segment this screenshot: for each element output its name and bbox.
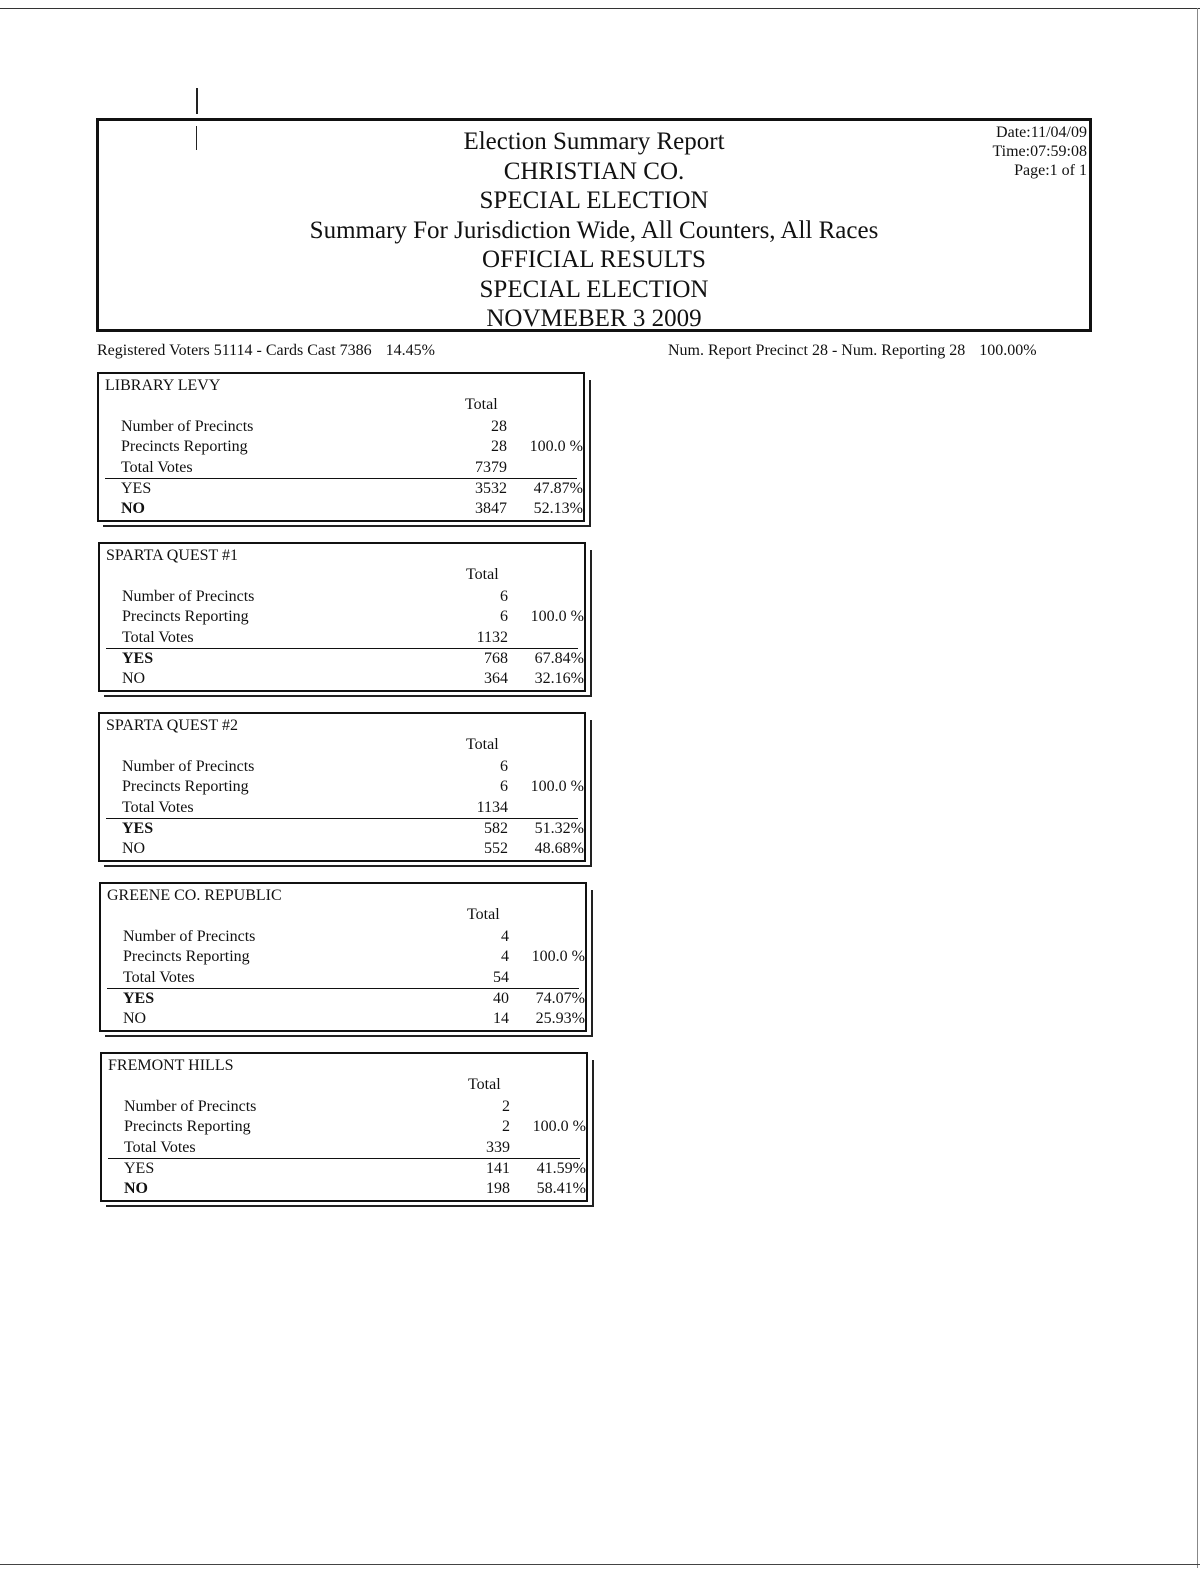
total-column-header: Total	[468, 1076, 501, 1093]
yes-row	[124, 1159, 588, 1179]
row-label: Number of Precincts	[124, 1098, 257, 1115]
total-votes-row	[121, 458, 585, 478]
row-label: Total Votes	[122, 629, 194, 646]
no-label: NO	[121, 500, 145, 517]
row-label: Precincts Reporting	[123, 948, 250, 965]
no-votes: 552	[484, 840, 508, 857]
precincts-reporting-row	[122, 777, 586, 797]
reporting-percent: 100.00%	[979, 342, 1037, 359]
box-shadow	[591, 890, 593, 1035]
no-row	[122, 669, 586, 689]
yes-votes: 768	[484, 650, 508, 667]
county-name: CHRISTIAN CO.	[503, 157, 685, 185]
precincts-reporting-row	[124, 1117, 588, 1137]
yes-row	[121, 479, 585, 499]
box-shadow	[590, 720, 592, 865]
report-page: Page:1 of 1	[1014, 162, 1087, 179]
total-votes-row	[123, 968, 587, 988]
row-label: Number of Precincts	[123, 928, 256, 945]
yes-votes: 3532	[475, 480, 507, 497]
no-percent: 48.68%	[534, 840, 584, 857]
reporting-count: 28	[491, 438, 507, 455]
row-label: Number of Precincts	[121, 418, 254, 435]
scan-mark	[196, 88, 198, 114]
total-votes-count: 54	[493, 969, 509, 986]
total-column-header: Total	[465, 396, 498, 413]
no-label: NO	[124, 1180, 148, 1197]
race-box	[99, 882, 587, 1032]
yes-votes: 582	[484, 820, 508, 837]
precincts-count: 6	[500, 758, 508, 775]
precincts-reporting-row	[121, 437, 585, 457]
row-label: Precincts Reporting	[124, 1118, 251, 1135]
race-title: SPARTA QUEST #1	[106, 547, 239, 564]
no-row	[123, 1009, 587, 1029]
reporting-percent: 100.0 %	[530, 608, 584, 625]
yes-row	[123, 989, 587, 1009]
page-edge-bottom	[0, 1564, 1200, 1565]
race-box	[98, 542, 586, 692]
no-votes: 14	[493, 1010, 509, 1027]
yes-label: YES	[123, 990, 155, 1007]
page-edge-right	[1197, 8, 1198, 1568]
report-time: Time:07:59:08	[992, 143, 1087, 160]
voter-summary-text: Registered Voters 51114 - Cards Cast 7386	[97, 342, 372, 359]
precincts-count: 2	[502, 1098, 510, 1115]
precinct-summary	[668, 342, 1037, 360]
no-percent: 58.41%	[536, 1180, 586, 1197]
reporting-count: 6	[500, 778, 508, 795]
row-label: Number of Precincts	[122, 588, 255, 605]
yes-row	[122, 819, 586, 839]
precincts-count: 4	[501, 928, 509, 945]
yes-percent: 74.07%	[535, 990, 585, 1007]
total-votes-count: 1134	[476, 799, 508, 816]
page-edge-top	[0, 8, 1200, 9]
total-votes-row	[124, 1138, 588, 1158]
election-type: SPECIAL ELECTION	[479, 187, 709, 214]
row-label: Precincts Reporting	[121, 438, 248, 455]
yes-label: YES	[122, 650, 154, 667]
precincts-reporting-row	[122, 607, 586, 627]
race-title: GREENE CO. REPUBLIC	[107, 887, 282, 904]
no-percent: 32.16%	[534, 670, 584, 687]
reporting-percent: 100.0 %	[532, 1118, 586, 1135]
precincts-reporting-row	[123, 947, 587, 967]
election-type-repeat: SPECIAL ELECTION	[479, 275, 709, 303]
yes-label: YES	[122, 820, 154, 837]
no-percent: 52.13%	[533, 500, 583, 517]
total-votes-row	[122, 798, 586, 818]
reporting-percent: 100.0 %	[529, 438, 583, 455]
no-votes: 3847	[475, 500, 507, 517]
row-label: Total Votes	[122, 799, 194, 816]
number-of-precincts-row	[122, 587, 586, 607]
yes-percent: 67.84%	[534, 650, 584, 667]
total-votes-count: 7379	[475, 459, 507, 476]
box-shadow	[590, 550, 592, 695]
race-box	[100, 1052, 588, 1202]
number-of-precincts-row	[122, 757, 586, 777]
report-meta	[992, 123, 1087, 180]
reporting-count: 2	[502, 1118, 510, 1135]
no-label: NO	[123, 1010, 147, 1027]
turnout-percent: 14.45%	[385, 342, 435, 359]
yes-percent: 51.32%	[534, 820, 584, 837]
no-percent: 25.93%	[535, 1010, 585, 1027]
total-column-header: Total	[467, 906, 500, 923]
yes-row	[122, 649, 586, 669]
yes-percent: 41.59%	[536, 1160, 586, 1177]
yes-votes: 141	[486, 1160, 510, 1177]
yes-percent: 47.87%	[533, 480, 583, 497]
total-column-header: Total	[466, 566, 499, 583]
total-votes-count: 339	[486, 1139, 510, 1156]
number-of-precincts-row	[124, 1097, 588, 1117]
no-row	[121, 499, 585, 519]
report-header	[96, 118, 1092, 332]
no-label: NO	[122, 670, 146, 687]
row-label: Precincts Reporting	[122, 608, 249, 625]
total-votes-count: 1132	[476, 629, 508, 646]
reporting-count: 6	[500, 608, 508, 625]
election-date: NOVMEBER 3 2009	[486, 305, 702, 332]
row-label: Precincts Reporting	[122, 778, 249, 795]
row-label: Number of Precincts	[122, 758, 255, 775]
number-of-precincts-row	[121, 417, 585, 437]
report-title-block	[99, 127, 1089, 334]
no-votes: 364	[484, 670, 508, 687]
yes-label: YES	[121, 480, 152, 497]
box-shadow	[589, 380, 591, 525]
no-row	[122, 839, 586, 859]
precincts-count: 28	[491, 418, 507, 435]
row-label: Total Votes	[124, 1139, 196, 1156]
box-shadow	[592, 1060, 594, 1205]
race-title: SPARTA QUEST #2	[106, 717, 239, 734]
precincts-count: 6	[500, 588, 508, 605]
row-label: Total Votes	[121, 459, 193, 476]
voter-summary	[97, 342, 435, 360]
reporting-percent: 100.0 %	[530, 778, 584, 795]
yes-votes: 40	[493, 990, 509, 1007]
no-label: NO	[122, 840, 146, 857]
yes-label: YES	[124, 1160, 155, 1177]
results-status: OFFICIAL RESULTS	[482, 246, 706, 273]
no-row	[124, 1179, 588, 1199]
number-of-precincts-row	[123, 927, 587, 947]
precinct-summary-text: Num. Report Precinct 28 - Num. Reporting 28	[668, 342, 966, 359]
report-date: Date:11/04/09	[996, 124, 1087, 141]
summary-scope: Summary For Jurisdiction Wide, All Counters, All Races	[309, 216, 879, 244]
no-votes: 198	[486, 1180, 510, 1197]
row-label: Total Votes	[123, 969, 195, 986]
race-title: FREMONT HILLS	[108, 1057, 234, 1074]
report-title: Election Summary Report	[463, 128, 725, 155]
reporting-percent: 100.0 %	[531, 948, 585, 965]
reporting-count: 4	[501, 948, 509, 965]
total-column-header: Total	[466, 736, 499, 753]
race-title: LIBRARY LEVY	[105, 377, 221, 394]
race-box	[97, 372, 585, 522]
total-votes-row	[122, 628, 586, 648]
race-box	[98, 712, 586, 862]
